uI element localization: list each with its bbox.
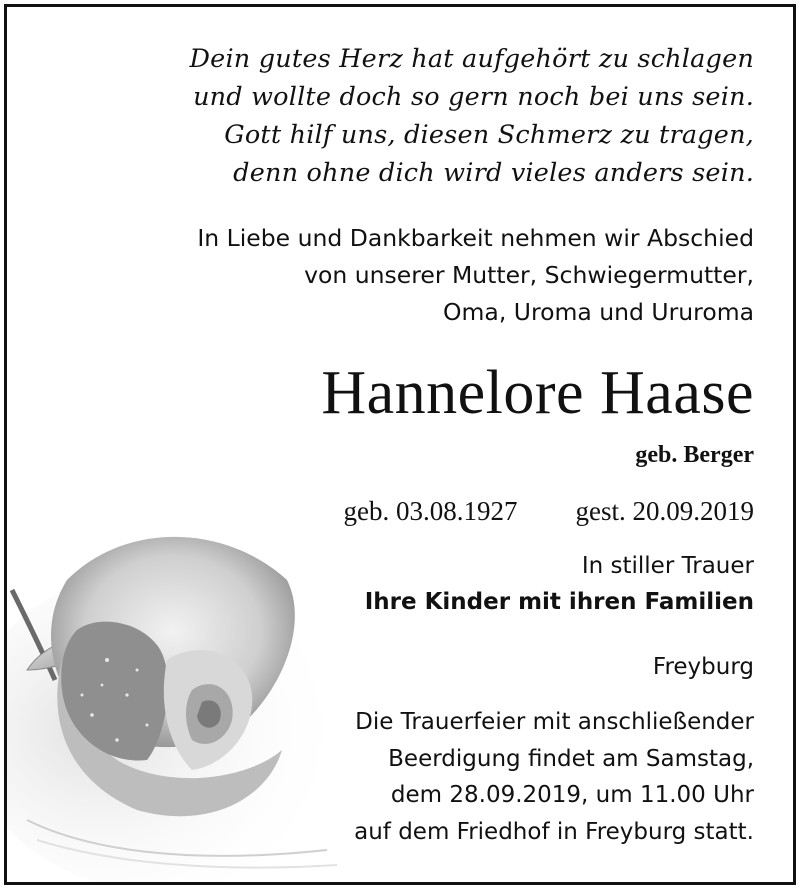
maiden-name: geb. Berger xyxy=(635,442,754,468)
life-dates xyxy=(344,494,754,528)
mourners xyxy=(365,548,754,620)
poem-line: Gott hilf uns, diesen Schmerz zu tragen, xyxy=(224,120,754,150)
intro-line: In Liebe und Dankbarkeit nehmen wir Abschied xyxy=(197,224,754,252)
funeral-line: dem 28.09.2019, um 11.00 Uhr xyxy=(390,782,754,808)
mourners-names: Ihre Kinder mit ihren Familien xyxy=(364,589,754,615)
deceased-name: Hannelore Haase xyxy=(321,359,754,427)
birth-date: geb. 03.08.1927 xyxy=(343,496,518,526)
funeral-line: auf dem Friedhof in Freyburg statt. xyxy=(354,818,754,845)
poem-line: Dein gutes Herz hat aufgehört zu schlagen xyxy=(189,44,754,74)
rose-image xyxy=(7,520,347,882)
poem-line: und wollte doch so gern noch bei uns sein. xyxy=(193,82,754,112)
death-date: gest. 20.09.2019 xyxy=(575,496,754,526)
mourning-line: In stiller Trauer xyxy=(581,553,754,579)
poem-line: denn ohne dich wird vieles anders sein. xyxy=(233,158,754,188)
funeral-line: Die Trauerfeier mit anschließender xyxy=(355,709,754,735)
farewell-intro xyxy=(197,220,754,331)
poem xyxy=(190,40,754,192)
place: Freyburg xyxy=(652,654,754,680)
funeral-line: Beerdigung findet am Samstag, xyxy=(388,745,754,772)
funeral-details xyxy=(354,704,754,850)
intro-line: von unserer Mutter, Schwiegermutter, xyxy=(304,261,754,289)
intro-line: Oma, Uroma und Ururoma xyxy=(443,298,754,326)
